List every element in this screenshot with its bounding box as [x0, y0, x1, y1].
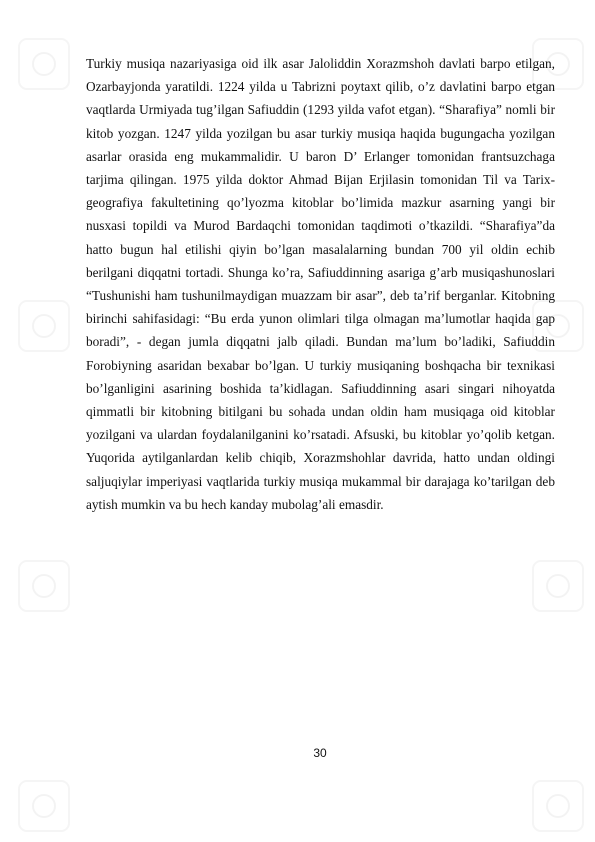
watermark-icon: [532, 560, 584, 612]
body-paragraph: Turkiy musiqa nazariyasiga oid ilk asar Jaloliddin Xorazmshoh davlati barpo etilgan, Ozarbayjonda yaratildi. 1224 yilda u Tabrizni poytaxt qilib, o’z davlatini barpo etgan vaqtlarda Urmiyada tug’ilgan Safiuddin (1293 yilda vafot etgan). “Sharafiya” nomli bir kitob yozgan. 1247 yilda yozilgan bu asar turkiy musiqa haqida bugungacha yozilgan asarlar orasida eng mukammalidir. U baron D’ Erlanger tomonidan frantsuzchaga tarjima qilingan. 1975 yilda doktor Ahmad Bijan Erjilasin tomonidan Til va Tarix-geografiya fakultetining qo’lyozma kitoblar bo’limida mazkur asarning yangi bir nusxasi topildi va Murod Bardaqchi tomonidan taqdimoti o’tkazildi. “Sharafiya”da hatto bugun hal etilishi qiyin bo’lgan masalalarning bundan 700 yil oldin echib berilgani diqqatni tortadi. Shunga ko’ra, Safiuddinning asariga g’arb musiqashunoslari “Tushunishi ham tushunilmaydigan muazzam bir asar”, deb ta’rif berganlar. Kitobning birinchi sahifasidagi: “Bu erda yunon olimlari tilga olmagan ma’lumotlar haqida gap boradi”, - degan jumla diqqatni jalb qiladi. Bundan ma’lum bo’ladiki, Safiuddin Forobiyning asaridan bexabar bo’lgan. U turkiy musiqaning boshqacha bir texnikasi bo’lganligini asarining boshida ta’kidlagan. Safiuddinning asari singari nihoyatda qimmatli bir kitobning bitilgani bu sohada undan oldin ham musiqaga oid kitoblar yozilgani va ulardan foydalanilganini ko’rsatadi. Afsuski, bu kitoblar yo’qolib ketgan. Yuqorida aytilganlardan kelib chiqib, Xorazmshohlar davrida, hatto undan oldingi saljuqiylar imperiyasi vaqtlarida turkiy musiqa mukammal bir darajaga ko’tarilgan deb aytish mumkin va bu hech kanday mubolag’ali emasdir.: [86, 56, 555, 512]
watermark-icon: [18, 560, 70, 612]
page-number: 30: [313, 746, 327, 760]
watermark-icon: [18, 780, 70, 832]
watermark-icon: [18, 300, 70, 352]
watermark-icon: [18, 38, 70, 90]
watermark-icon: [532, 780, 584, 832]
